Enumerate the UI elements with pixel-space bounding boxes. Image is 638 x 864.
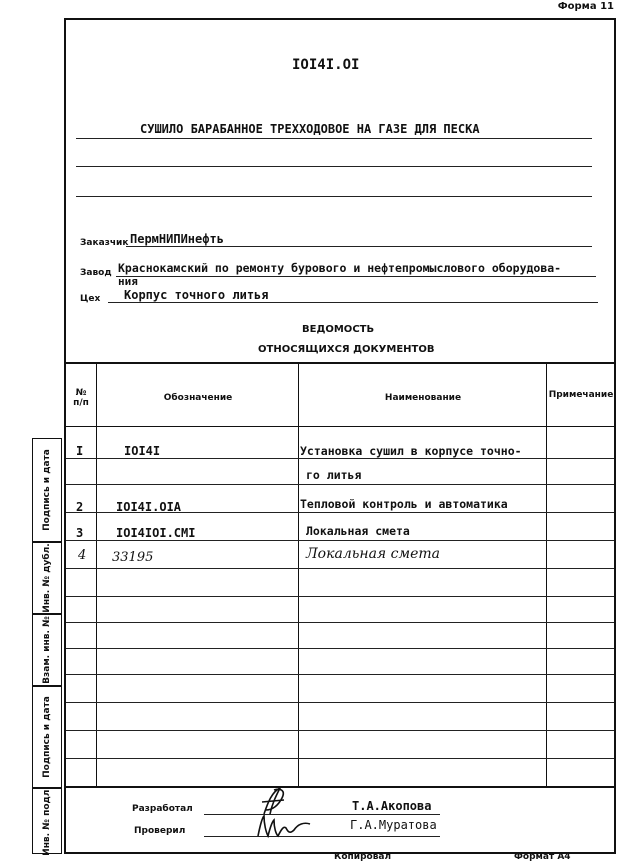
row-line — [66, 758, 614, 759]
col-header-num-line2: п/п — [73, 398, 89, 408]
row-num: I — [76, 444, 84, 458]
checked-underline — [204, 836, 440, 837]
plant-underline — [116, 276, 596, 277]
plant-value: Краснокамский по ремонту бурового и нефтепромыслового оборудова- — [118, 261, 562, 275]
row-line — [66, 596, 614, 597]
col-header-num — [66, 388, 96, 408]
plant-label: Завод — [80, 268, 112, 278]
col-header-num-line1: № — [75, 388, 87, 398]
developed-label: Разработал — [132, 804, 193, 814]
heading-line2: ОТНОСЯЩИХСЯ ДОКУМЕНТОВ — [258, 344, 435, 355]
row-name: Локальная смета — [306, 524, 410, 538]
col-header-note: Примечание — [548, 390, 614, 400]
side-stamp-replace-inventory — [32, 614, 62, 686]
side-stamp-dup-inventory — [32, 542, 62, 614]
side-stamp-signature-date — [32, 438, 62, 542]
col-header-name: Наименование — [384, 393, 462, 403]
row-num: 2 — [76, 500, 84, 514]
heading-line1: ВЕДОМОСТЬ — [302, 324, 375, 335]
format-label: Формат А4 — [514, 852, 571, 862]
row-name-cont: го литья — [306, 468, 362, 482]
side-stamp-label: Взам. инв. № — [42, 616, 52, 684]
row-num: 4 — [78, 548, 87, 563]
document-frame — [64, 18, 616, 854]
side-stamp-signature-date-2 — [32, 686, 62, 788]
row-line — [66, 622, 614, 623]
row-line — [66, 484, 614, 485]
side-stamp-original-inventory — [32, 788, 62, 854]
row-code: IOI4IOI.СМI — [116, 526, 196, 540]
table-top — [66, 362, 614, 364]
row-name: Тепловой контроль и автоматика — [300, 497, 508, 511]
side-stamp-label: Подпись и дата — [42, 696, 52, 778]
row-line — [66, 648, 614, 649]
developed-name: Т.А.Акопова — [352, 799, 432, 813]
document-title: СУШИЛО БАРАБАННОЕ ТРЕХХОДОВОЕ НА ГАЗЕ ДЛЯ ПЕСКА — [140, 122, 480, 136]
row-code: 33195 — [112, 550, 154, 565]
col-divider-3 — [546, 362, 547, 786]
title-underline — [76, 138, 592, 139]
table-bottom — [66, 786, 614, 788]
row-line — [66, 568, 614, 569]
customer-value: ПермНИПИнефть — [130, 232, 224, 246]
form-number: Форма 11 — [557, 1, 614, 12]
row-name: Установка сушил в корпусе точно- — [300, 444, 522, 458]
row-code: IOI4I — [124, 444, 161, 458]
copied-label: Копировал — [334, 852, 392, 862]
shop-value: Корпус точного литья — [124, 288, 269, 302]
row-line — [66, 674, 614, 675]
row-code: IOI4I.OIA — [116, 500, 182, 514]
document-code: IOI4I.OI — [292, 57, 360, 73]
blank-line-1 — [76, 166, 592, 167]
plant-value-cont: ния — [118, 275, 138, 288]
table-header-bottom — [66, 426, 614, 427]
shop-underline — [108, 302, 598, 303]
checked-signature — [254, 812, 314, 842]
checked-name: Г.А.Муратова — [350, 818, 437, 832]
row-num: 3 — [76, 526, 84, 540]
checked-label: Проверил — [134, 826, 186, 836]
row-line — [66, 540, 614, 541]
row-line — [66, 458, 614, 459]
col-divider-2 — [298, 362, 299, 786]
side-stamp-label: Инв. № дубл. — [42, 543, 52, 613]
col-divider-1 — [96, 362, 97, 786]
customer-underline — [126, 246, 592, 247]
col-header-code: Обозначение — [163, 393, 233, 403]
shop-label: Цех — [80, 294, 101, 304]
customer-label: Заказчик — [80, 238, 129, 248]
row-line — [66, 730, 614, 731]
blank-line-2 — [76, 196, 592, 197]
developed-underline — [204, 814, 440, 815]
row-name: Локальная смета — [306, 546, 440, 562]
side-stamp-label: Инв. № подл. — [42, 786, 52, 856]
row-line — [66, 702, 614, 703]
side-stamp-label: Подпись и дата — [42, 449, 52, 531]
